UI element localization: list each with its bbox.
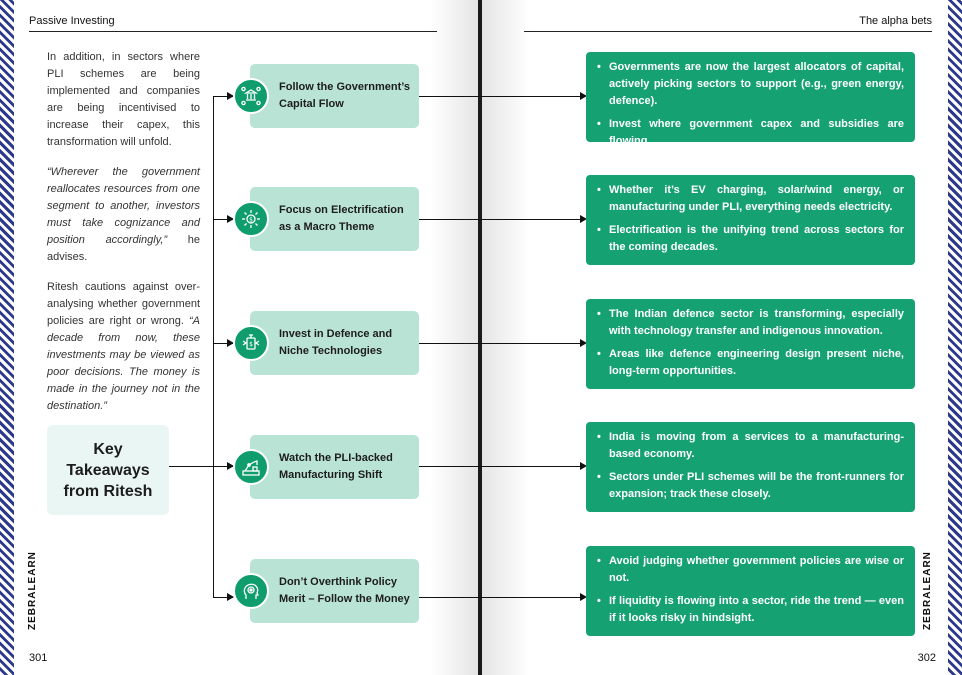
card-2-bullet-1: • Whether it’s EV charging, solar/wind energy, or manufacturing under PLI, everything needs electricity.: [609, 182, 904, 216]
left-body-text: [47, 49, 200, 428]
left-header-rule: [29, 31, 437, 32]
government-building-icon: [233, 78, 269, 114]
body-paragraph-2: [47, 164, 200, 266]
card-connector-5: [419, 597, 581, 598]
body-paragraph-3: [47, 279, 200, 415]
takeaway-pill-3: [250, 311, 419, 375]
takeaway-pill-5: [250, 559, 419, 623]
takeaway-pill-4: [250, 435, 419, 499]
right-border-stripe: [948, 0, 962, 675]
takeaway-card-3: [586, 299, 915, 389]
card-4-bullet-2: • Sectors under PLI schemes will be the front-runners for expansion; track these closely.: [609, 469, 904, 503]
card-1-bullet-1: • Governments are now the largest allocators of capital, actively picking sectors to support (e.g., green energy, defence).: [609, 59, 904, 110]
card-5-bullet-2: • If liquidity is flowing into a sector, ride the trend — even if it looks risky in hindsight.: [609, 593, 904, 627]
card-connector-1: [419, 96, 581, 97]
body-paragraph-1: In addition, in sectors where PLI schemes are being implemented and companies are being incentivised to increase their capex, this transformation will unfold.: [47, 51, 200, 148]
key-takeaways-line-2: Takeaways: [66, 461, 150, 479]
page-number-left: 301: [29, 652, 48, 664]
card-3-bullet-2: • Areas like defence engineering design present niche, long-term opportunities.: [609, 346, 904, 380]
right-running-header: The alpha bets: [859, 15, 932, 27]
key-takeaways-line-1: Key: [93, 440, 123, 458]
card-connector-4: [419, 466, 581, 467]
takeaway-card-1: [586, 52, 915, 147]
book-spine: [478, 0, 482, 675]
defence-shield-icon: [233, 325, 269, 361]
left-border-stripe: [0, 0, 14, 675]
electric-bulb-icon: [233, 201, 269, 237]
factory-robot-arm-icon: [233, 449, 269, 485]
card-1-bullet-2: • Invest where government capex and subsidies are flowing.: [609, 116, 904, 150]
svg-text:$: $: [249, 341, 253, 348]
takeaway-pill-2: [250, 187, 419, 251]
zebralearn-logo-right: ZEBRALEARN: [922, 551, 933, 630]
quote-attribution: he advises.: [47, 234, 200, 263]
zebralearn-logo-left: ZEBRALEARN: [27, 551, 38, 630]
takeaway-pill-1: [250, 64, 419, 128]
caution-intro: Ritesh cautions against over-analysing whether government policies are right or wrong.: [47, 281, 200, 327]
svg-text:$: $: [249, 216, 253, 224]
takeaway-title-3: Invest in Defence and Niche Technologies: [279, 328, 393, 357]
takeaway-card-5: [586, 546, 915, 636]
card-5-bullet-1: • Avoid judging whether government policies are wise or not.: [609, 553, 904, 587]
card-connector-3: [419, 343, 581, 344]
key-takeaways-line-3: from Ritesh: [63, 482, 153, 500]
takeaway-card-4: [586, 422, 915, 512]
trunk-line: [213, 96, 214, 597]
takeaway-title-4: Watch the PLI-backed Manufacturing Shift: [279, 452, 393, 481]
spine-shadow-left: [430, 0, 478, 675]
takeaway-card-2: [586, 175, 915, 265]
takeaway-title-5: Don’t Overthink Policy Merit – Follow the Money: [279, 576, 410, 605]
spine-shadow-right: [482, 0, 530, 675]
key-takeaways-box: [47, 425, 169, 515]
card-3-bullet-1: • The Indian defence sector is transforming, especially with technology transfer and indigenous innovation.: [609, 306, 904, 340]
head-target-icon: [233, 573, 269, 609]
page-number-right: 302: [917, 652, 936, 664]
right-header-rule: [524, 31, 932, 32]
box-connector-line: [169, 466, 213, 467]
card-2-bullet-2: • Electrification is the unifying trend across sectors for the coming decades.: [609, 222, 904, 256]
left-running-header: Passive Investing: [29, 15, 115, 27]
card-connector-2: [419, 219, 581, 220]
government-quote: “Wherever the government reallocates resources from one segment to another, investors must take cognizance and position accordingly,”: [47, 166, 200, 246]
card-4-bullet-1: • India is moving from a services to a manufacturing-based economy.: [609, 429, 904, 463]
takeaway-title-2: Focus on Electrification as a Macro Theme: [279, 204, 404, 233]
takeaway-title-1: Follow the Government’s Capital Flow: [279, 81, 410, 110]
decade-quote: “A decade from now, these investments may be viewed as poor decisions. The money is made in the journey not in the destination.”: [47, 315, 200, 412]
